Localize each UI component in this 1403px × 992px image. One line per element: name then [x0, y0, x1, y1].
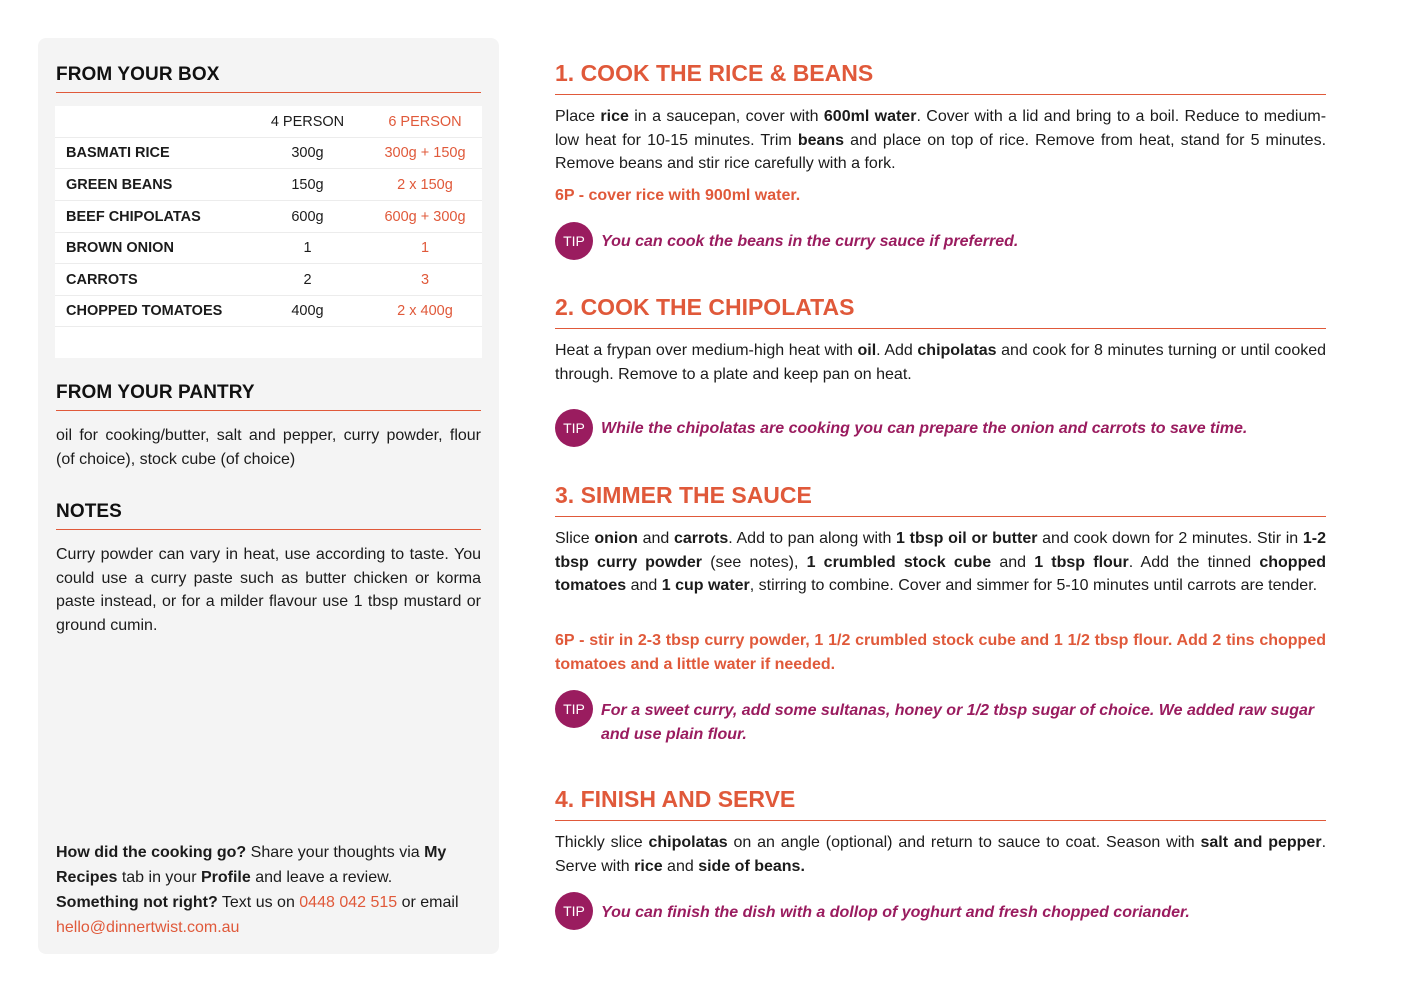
table-row [55, 169, 482, 201]
qty-6p: 3 [420, 272, 430, 288]
qty-4p: 2 [303, 272, 312, 288]
feedback-text-part: Text us on [217, 894, 300, 911]
table-row [55, 137, 482, 169]
ingredient-name: BASMATI RICE [66, 145, 170, 161]
profile-label: Profile [200, 869, 251, 886]
qty-6p: 300g + 150g [384, 145, 466, 161]
email-link[interactable]: hello@dinnertwist.com.au [56, 919, 240, 936]
qty-4p: 1 [303, 240, 312, 256]
table-header [55, 106, 482, 138]
qty-6p: 600g + 300g [384, 209, 466, 225]
ingredient-name: BROWN ONION [66, 240, 174, 256]
ingredient-name: GREEN BEANS [66, 177, 173, 193]
qty-4p: 150g [291, 177, 324, 193]
ingredients-panel [38, 38, 499, 954]
table-row [55, 295, 482, 327]
step-3-six-person-note: 6P - stir in 2-3 tbsp curry powder, 1 1/2 crumbled stock cube and 1 1/2 tbsp flour. Add 2 tins chopped tomatoes and a little water if needed. [555, 632, 1326, 673]
step-1-title: 1. COOK THE RICE & BEANS [555, 60, 1326, 95]
step-2-title: 2. COOK THE CHIPOLATAS [555, 294, 1326, 329]
qty-6p: 1 [420, 240, 430, 256]
col-4-person: 4 PERSON [270, 114, 345, 130]
step-4-body: Thickly slice chipolatas on an angle (optional) and return to sauce to coat. Season with salt and pepper. Serve with rice and side of beans. [555, 834, 1327, 875]
feedback-question: How did the cooking go? [56, 844, 247, 861]
support-question: Something not right? [56, 894, 218, 911]
table-row [55, 201, 482, 233]
step-3-title: 3. SIMMER THE SAUCE [555, 482, 1326, 517]
tip-badge: TIP [555, 222, 593, 260]
tip-badge: TIP [555, 892, 593, 930]
step-4-title: 4. FINISH AND SERVE [555, 786, 1326, 821]
ingredient-name: CHOPPED TOMATOES [66, 303, 223, 319]
step-2-body: Heat a frypan over medium-high heat with oil. Add chipolatas and cook for 8 minutes turning or until cooked through. Remove to a plate and keep pan on heat. [555, 342, 1327, 383]
step-2-tip: While the chipolatas are cooking you can prepare the onion and carrots to save time. [601, 420, 1248, 437]
tip-badge: TIP [555, 409, 593, 447]
step-4-tip: You can finish the dish with a dollop of yoghurt and fresh chopped coriander. [601, 904, 1190, 921]
qty-4p: 300g [291, 145, 324, 161]
feedback-text-part: tab in your [117, 869, 201, 886]
ingredients-table [55, 106, 482, 358]
phone-link[interactable]: 0448 042 515 [299, 894, 398, 911]
step-3-tip: For a sweet curry, add some sultanas, honey or 1/2 tbsp sugar of choice. We added raw sugar and use plain flour. [601, 702, 1315, 743]
feedback-text [56, 840, 481, 940]
tip-badge: TIP [555, 690, 593, 728]
ingredient-name: BEEF CHIPOLATAS [66, 209, 201, 225]
ingredient-name: CARROTS [66, 272, 138, 288]
feedback-text-part: Share your thoughts via [246, 844, 425, 861]
notes-text: Curry powder can vary in heat, use according to taste. You could use a curry paste such as butter chicken or korma paste instead, or for a milder flavour use 1 tbsp mustard or ground cumin. [56, 546, 481, 634]
pantry-heading: FROM YOUR PANTRY [56, 382, 481, 411]
step-3-body: Slice onion and carrots. Add to pan along with 1 tbsp oil or butter and cook down for 2 minutes. Stir in 1-2 tbsp curry powder (see notes), 1 crumbled stock cube and 1 tbsp flour. Add the tinned chopped tomatoes and 1 cup water, stirring to combine. Cover and simmer for 5-10 minutes until carrots are tender. [555, 530, 1327, 594]
col-6-person: 6 PERSON [388, 114, 462, 130]
qty-4p: 600g [291, 209, 324, 225]
qty-4p: 400g [291, 303, 324, 319]
feedback-text-part: and leave a review. [250, 869, 393, 886]
my-recipes-label: My Recipes [56, 844, 447, 886]
table-row [55, 232, 482, 264]
notes-heading: NOTES [56, 501, 481, 530]
qty-6p: 2 x 400g [397, 303, 453, 319]
step-1-six-person-note: 6P - cover rice with 900ml water. [555, 187, 801, 204]
feedback-text-part: or email [397, 894, 459, 911]
step-1-tip: You can cook the beans in the curry sauce if preferred. [601, 233, 1019, 250]
step-1-body: Place rice in a saucepan, cover with 600ml water. Cover with a lid and bring to a boil. Reduce to medium-low heat for 10-15 minutes. Trim beans and place on top of rice. Remove from heat, stand for 5 minutes. Remove beans and stir rice carefully with a fork. [555, 108, 1327, 172]
qty-6p: 2 x 150g [397, 177, 453, 193]
box-heading: FROM YOUR BOX [56, 64, 481, 93]
table-row [55, 264, 482, 296]
pantry-text: oil for cooking/butter, salt and pepper, curry powder, flour (of choice), stock cube (of choice) [56, 427, 481, 468]
